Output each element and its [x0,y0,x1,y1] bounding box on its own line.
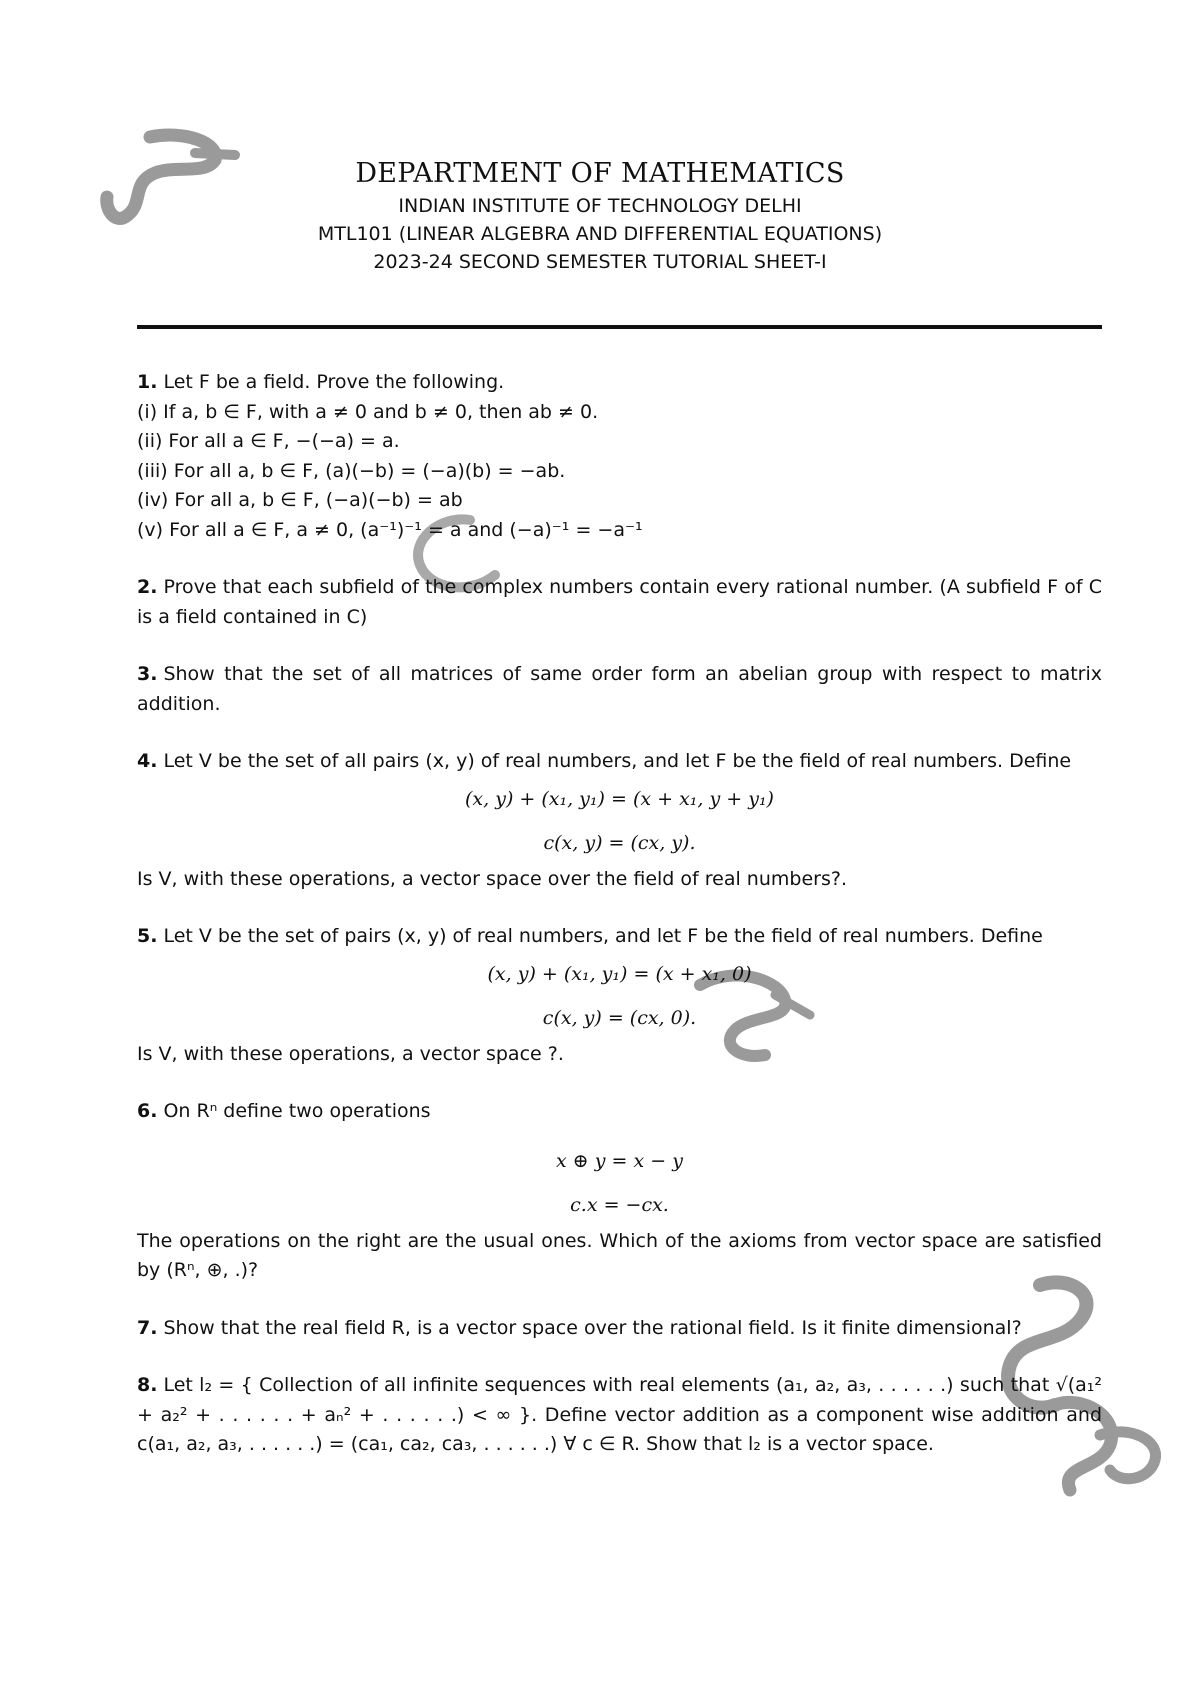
problem-subpart: (iv) For all a, b ∈ F, (−a)(−b) = ab [137,489,463,511]
problem-statement [137,747,1102,777]
equation: c(x, y) = (cx, 0). [542,1006,697,1029]
problem-question: Is V, with these operations, a vector space over the field of real numbers?. [137,867,847,890]
department-title: DEPARTMENT OF MATHEMATICS [355,158,845,189]
problem-text: Let F be a field. Prove the following. [163,371,505,393]
problem-text: Show that the real field R, is a vector space over the rational field. Is it finite dimensional? [163,1316,1022,1339]
problem-text: Prove that each subfield of the complex numbers contain every rational number. (A subfield F of C is a field contained in C) [137,576,1102,628]
problem-8 [137,1371,1102,1460]
problem-question: The operations on the right are the usual ones. Which of the axioms from vector space are satisfied by (Rⁿ, ⊕, .)? [137,1229,1102,1281]
problem-text: Show that the set of all matrices of same order form an abelian group with respect to matrix addition. [137,663,1102,715]
header-divider [137,325,1102,329]
equation: c.x = −cx. [570,1193,669,1216]
problem-4 [137,747,1102,894]
problem-number: 6. [137,1100,158,1122]
problem-3 [137,660,1102,719]
sheet-title: 2023-24 SECOND SEMESTER TUTORIAL SHEET-I [373,251,827,273]
problem-6 [137,1097,1102,1286]
problem-subpart: (ii) For all a ∈ F, −(−a) = a. [137,430,400,452]
problem-1 [137,368,1102,545]
equation: x ⊕ y = x − y [556,1149,683,1172]
problem-line [137,368,1102,398]
problem-7 [137,1314,1102,1344]
problem-2 [137,573,1102,632]
problem-text: Let V be the set of all pairs (x, y) of real numbers, and let F be the field of real numbers. Define [163,750,1072,772]
institute-name: INDIAN INSTITUTE OF TECHNOLOGY DELHI [398,195,802,217]
problem-number: 2. [137,576,158,598]
equation: c(x, y) = (cx, y). [543,831,696,854]
problem-subpart: (i) If a, b ∈ F, with a ≠ 0 and b ≠ 0, then ab ≠ 0. [137,400,599,423]
problem-statement [137,922,1102,952]
problem-text: Let V be the set of pairs (x, y) of real numbers, and let F be the field of real numbers. Define [163,925,1043,947]
problem-number: 7. [137,1316,158,1339]
document-header [0,156,1200,276]
problem-statement [137,1097,1102,1127]
problem-subpart: (iii) For all a, b ∈ F, (a)(−b) = (−a)(b) = −ab. [137,459,566,482]
equation: (x, y) + (x₁, y₁) = (x + x₁, 0) [487,962,752,985]
problem-number: 8. [137,1374,158,1396]
problem-number: 4. [137,750,158,772]
problem-number: 3. [137,663,158,685]
spacer [137,1127,1102,1139]
problem-5 [137,922,1102,1069]
problem-question: Is V, with these operations, a vector space ?. [137,1042,564,1065]
course-title: MTL101 (LINEAR ALGEBRA AND DIFFERENTIAL EQUATIONS) [317,223,883,245]
problem-list [137,368,1102,1488]
problem-number: 5. [137,925,158,947]
problem-number: 1. [137,371,158,393]
problem-text: Let l₂ = { Collection of all infinite sequences with real elements (a₁, a₂, a₃, . . . . . .) such that √(a₁² + a₂² + . . . . . . + aₙ² + . . . . . .) < ∞ }. Define vector addition as a component wise addition and c(a₁, a₂, a₃, . . . . . .) = (ca₁, ca₂, ca₃, . . . . . .) ∀ c ∈ R. Show that l₂ is a vector space. [137,1374,1102,1455]
problem-subpart: (v) For all a ∈ F, a ≠ 0, (a⁻¹)⁻¹ = a and (−a)⁻¹ = −a⁻¹ [137,518,643,541]
equation: (x, y) + (x₁, y₁) = (x + x₁, y + y₁) [465,787,774,810]
problem-text: On Rⁿ define two operations [163,1100,431,1122]
